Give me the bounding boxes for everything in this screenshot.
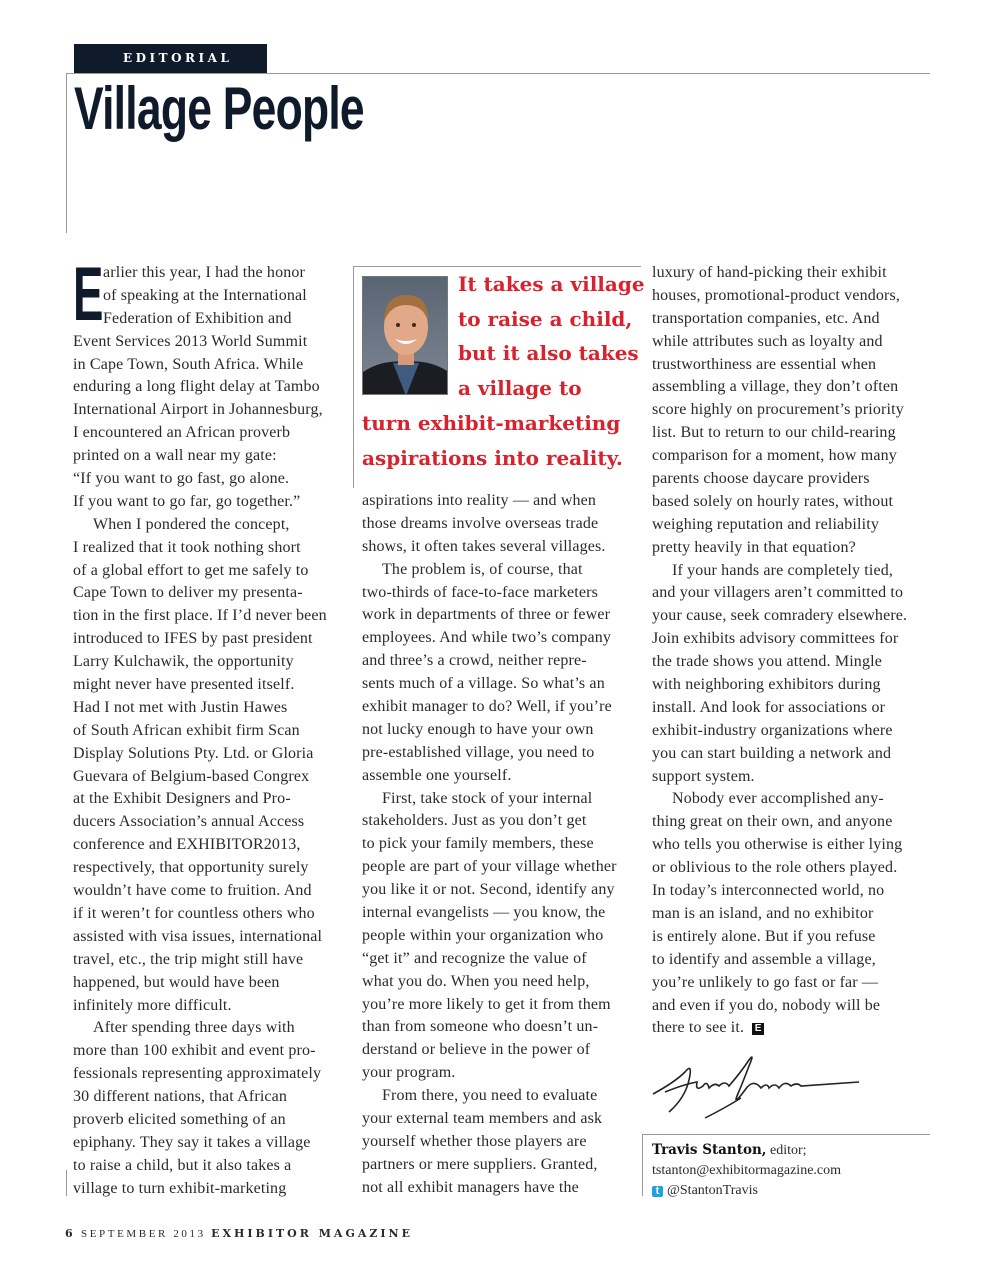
- body-text-line: ducers Association’s annual Access: [73, 813, 305, 831]
- body-text-line: respectively, that opportunity surely: [73, 859, 309, 877]
- body-text-line: tion in the first place. If I’d never been: [73, 607, 327, 625]
- body-text-line: luxury of hand-picking their exhibit: [652, 264, 887, 281]
- body-text-line: proverb elicited something of an: [73, 1110, 286, 1128]
- body-text-line: and even if you do, nobody will be: [652, 996, 881, 1014]
- body-text-line: of a global effort to get me safely to: [73, 561, 309, 579]
- author-email[interactable]: tstanton@exhibitormagazine.com: [652, 1163, 842, 1178]
- body-text-line: employees. And while two’s company: [362, 629, 612, 647]
- body-text-line: pre-established village, you need to: [362, 743, 595, 761]
- body-text-line: weighing reputation and reliability: [652, 515, 879, 533]
- body-text-line: of South African exhibit firm Scan: [73, 721, 300, 739]
- body-text-line: travel, etc., the trip might still have: [73, 950, 304, 968]
- body-text-line: International Airport in Johannesburg,: [73, 401, 323, 419]
- body-text-line: assemble one yourself.: [362, 766, 512, 784]
- body-text-line: fessionals representing approximately: [73, 1065, 322, 1083]
- body-text-line: exhibit manager to do? Well, if you’re: [362, 698, 612, 716]
- left-rule-bottom: [66, 1170, 67, 1196]
- body-text-line: houses, promotional-product vendors,: [652, 286, 901, 304]
- column-2: [362, 490, 617, 1200]
- pull-quote-line: It takes a village: [458, 272, 645, 296]
- body-text-line: happened, but would have been: [73, 973, 280, 991]
- body-text-line: to identify and assemble a village,: [652, 950, 876, 968]
- body-text-line: exhibit-industry organizations where: [652, 721, 893, 739]
- body-text-line: wouldn’t have come to fruition. And: [73, 882, 312, 900]
- drop-cap: E: [73, 252, 104, 337]
- body-text-line: the trade shows you attend. Mingle: [652, 653, 882, 671]
- body-text-line: install. And look for associations or: [652, 698, 886, 716]
- body-text-line: at the Exhibit Designers and Pro-: [73, 790, 291, 808]
- body-text-line: assisted with visa issues, international: [73, 927, 323, 945]
- left-rule: [66, 73, 67, 233]
- page-footer: [65, 1227, 413, 1240]
- body-text-line: and your villagers aren’t committed to: [652, 584, 904, 602]
- body-text-line: trustworthiness are essential when: [652, 355, 877, 373]
- body-text-line: Had I not met with Justin Hawes: [73, 698, 288, 716]
- body-text-line: might never have presented itself.: [73, 676, 295, 694]
- bio-rule: [642, 1134, 930, 1135]
- body-text-line: score highly on procurement’s priority: [652, 401, 904, 419]
- body-text-line: your program.: [362, 1064, 456, 1082]
- body-text-line: stakeholders. Just as you don’t get: [362, 812, 587, 830]
- bio-side-rule: [642, 1134, 643, 1196]
- body-text-line: who tells you otherwise is either lying: [652, 836, 903, 854]
- author-photo: [362, 276, 448, 395]
- body-text-line: list. But to return to our child-rearing: [652, 424, 896, 442]
- body-text-line: if it weren’t for countless others who: [73, 904, 315, 922]
- body-text-line: I realized that it took nothing short: [73, 538, 301, 556]
- body-text-line: Display Solutions Pty. Ltd. or Gloria: [73, 744, 314, 762]
- page-number: 6: [65, 1227, 76, 1240]
- body-text-line: comparison for a moment, how many: [652, 447, 897, 465]
- body-text-line: Nobody ever accomplished any-: [672, 790, 884, 808]
- body-text-line: your cause, seek comradery elsewhere.: [652, 607, 908, 625]
- body-text-line: you’re more likely to get it from them: [362, 995, 611, 1013]
- body-text-line: man is an island, and no exhibitor: [652, 904, 874, 922]
- issue-date: SEPTEMBER 2013: [81, 1228, 206, 1240]
- body-text-line: epiphany. They say it takes a village: [73, 1133, 311, 1151]
- pull-quote-line: aspirations into reality.: [362, 445, 623, 470]
- body-text-line: After spending three days with: [93, 1019, 295, 1037]
- body-text-line: “get it” and recognize the value of: [362, 949, 587, 967]
- body-text-line: If your hands are completely tied,: [672, 561, 894, 579]
- body-text-line: pretty heavily in that equation?: [652, 538, 856, 556]
- body-text-line: village to turn exhibit-marketing: [73, 1179, 287, 1197]
- body-text-line: your external team members and ask: [362, 1110, 603, 1128]
- body-text-line: people are part of your village whether: [362, 858, 617, 876]
- body-text-line: 30 different nations, that African: [73, 1088, 288, 1106]
- body-text-line: enduring a long flight delay at Tambo: [73, 378, 320, 396]
- body-text-line: in Cape Town, South Africa. While: [73, 355, 304, 373]
- pull-quote-line: but it also takes: [458, 341, 639, 366]
- body-text-line: transportation companies, etc. And: [652, 309, 880, 327]
- body-text-line: aspirations into reality — and when: [362, 492, 597, 509]
- body-text-line: and three’s a crowd, neither repre-: [362, 652, 587, 670]
- body-text-line: Cape Town to deliver my presenta-: [73, 584, 303, 602]
- author-name: Travis Stanton,: [652, 1142, 767, 1158]
- body-text-line: First, take stock of your internal: [382, 789, 593, 807]
- body-text-line: In today’s interconnected world, no: [652, 882, 885, 900]
- body-text-line: than from someone who doesn’t un-: [362, 1018, 599, 1036]
- body-text-line: Event Services 2013 World Summit: [73, 332, 308, 350]
- body-text-line: “If you want to go fast, go alone.: [73, 470, 290, 488]
- body-text-line: with neighboring exhibitors during: [652, 676, 881, 694]
- author-twitter[interactable]: @StantonTravis: [667, 1183, 758, 1198]
- pull-quote-line: a village to: [458, 375, 582, 400]
- pull-quote-line: turn exhibit-marketing: [362, 411, 621, 435]
- body-text-line: not all exhibit managers have the: [362, 1178, 579, 1196]
- section-label: EDITORIAL: [74, 44, 267, 73]
- body-text-line: When I pondered the concept,: [93, 515, 290, 533]
- body-text-line: there to see it. E: [652, 1017, 907, 1040]
- pullquote-side-rule: [353, 266, 354, 488]
- body-text-line: Guevara of Belgium-based Congrex: [73, 767, 310, 785]
- body-text-line: is entirely alone. But if you refuse: [652, 927, 876, 945]
- body-text-line: thing great on their own, and anyone: [652, 813, 893, 831]
- column-3: [652, 262, 907, 1040]
- body-text-line: I encountered an African proverb: [73, 424, 291, 442]
- body-text-line: more than 100 exhibit and event pro-: [73, 1042, 316, 1060]
- body-text-line: not lucky enough to have your own: [362, 720, 594, 738]
- body-text-line: you can start building a network and: [652, 744, 892, 762]
- body-text-line: or oblivious to the role others played.: [652, 859, 898, 877]
- signature: [645, 1052, 865, 1124]
- body-text-line: printed on a wall near my gate:: [73, 447, 277, 465]
- author-bio: [652, 1140, 841, 1201]
- body-text-line: partners or mere suppliers. Granted,: [362, 1155, 598, 1173]
- body-text-line: Join exhibits advisory committees for: [652, 630, 899, 648]
- pull-quote-line: to raise a child,: [458, 306, 633, 331]
- body-text-line: shows, it often takes several villages.: [362, 537, 606, 555]
- twitter-icon: t: [652, 1186, 663, 1197]
- body-text-line: people within your organization who: [362, 926, 604, 944]
- body-text-line: infinitely more difficult.: [73, 996, 232, 1014]
- body-text-line: to raise a child, but it also takes a: [73, 1156, 292, 1174]
- body-text-line: sents much of a village. So what’s an: [362, 675, 605, 693]
- body-text-line: work in departments of three or fewer: [362, 606, 611, 624]
- body-text-line: of speaking at the International: [103, 286, 307, 304]
- body-text-line: arlier this year, I had the honor: [103, 264, 306, 281]
- end-mark-icon: E: [752, 1023, 764, 1035]
- headline: Village People: [74, 75, 364, 142]
- body-text-line: to pick your family members, these: [362, 835, 594, 853]
- body-text-line: Federation of Exhibition and: [103, 309, 292, 327]
- magazine-name: EXHIBITOR MAGAZINE: [211, 1227, 413, 1240]
- pull-quote-top: [458, 267, 645, 405]
- body-text-line: based solely on hourly rates, without: [652, 492, 894, 510]
- body-text-line: Larry Kulchawik, the opportunity: [73, 653, 294, 671]
- body-text-line: The problem is, of course, that: [382, 560, 583, 578]
- body-text-line: support system.: [652, 767, 755, 785]
- body-text-line: those dreams involve overseas trade: [362, 514, 599, 532]
- body-text-line: From there, you need to evaluate: [382, 1087, 598, 1105]
- pull-quote-bottom: [362, 406, 623, 475]
- body-text-line: two-thirds of face-to-face marketers: [362, 583, 598, 601]
- body-text-line: you like it or not. Second, identify any: [362, 881, 615, 899]
- body-text-line: yourself whether those players are: [362, 1132, 587, 1150]
- body-text-line: what you do. When you need help,: [362, 972, 590, 990]
- body-text-line: internal evangelists — you know, the: [362, 904, 606, 922]
- body-text-line: conference and EXHIBITOR2013,: [73, 836, 301, 854]
- body-text-line: introduced to IFES by past president: [73, 630, 313, 648]
- body-text-line: while attributes such as loyalty and: [652, 332, 883, 350]
- body-text-line: If you want to go far, go together.”: [73, 492, 301, 510]
- author-role: editor;: [766, 1143, 807, 1158]
- body-text-line: derstand or believe in the power of: [362, 1041, 591, 1059]
- body-text-line: assembling a village, they don’t often: [652, 378, 899, 396]
- column-1: [73, 252, 327, 1201]
- body-text-line: parents choose daycare providers: [652, 470, 870, 488]
- body-text-line: you’re unlikely to go fast or far —: [652, 973, 879, 991]
